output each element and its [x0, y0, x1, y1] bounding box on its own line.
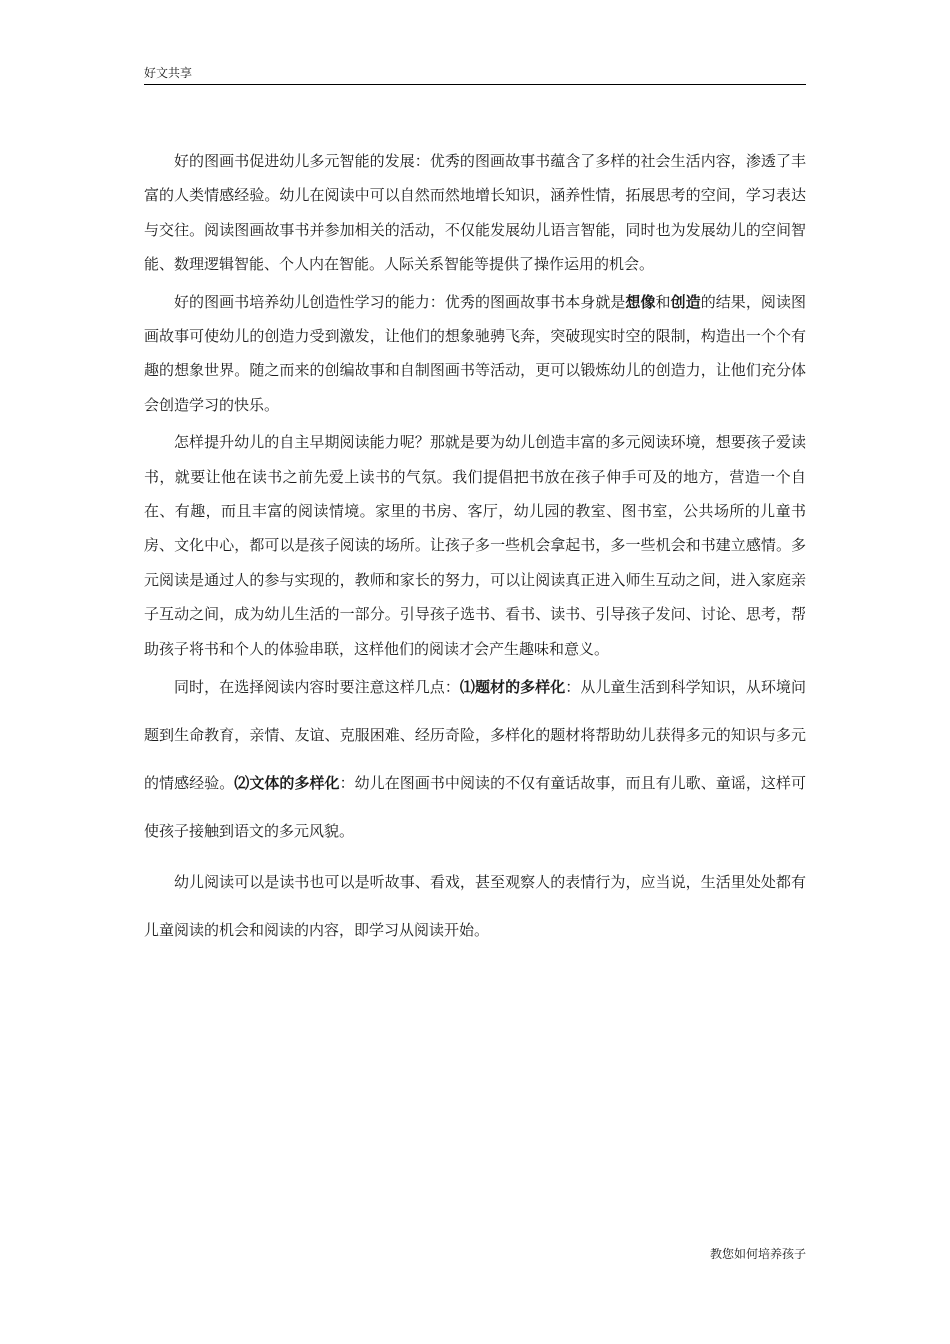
paragraph-text: ：幼儿在图画书中阅读的不仅有童话故事，而且有儿歌、童谣，这样可使孩子接触到语文的多元风貌。 — [144, 774, 806, 841]
paragraph-text: ：从儿童生活到科学知识，从环境问题到生命教育，亲情、友谊、克服困难、经历奇险，多样化的题材将帮助幼儿获得多元的知识与多元的情感经验。 — [144, 678, 806, 793]
paragraph-text: 怎样提升幼儿的自主早期阅读能力呢？那就是要为幼儿创造丰富的多元阅读环境，想要孩子爱读书，就要让他在读书之前先爱上读书的气氛。我们提倡把书放在孩子伸手可及的地方，营造一个自在、有趣，而且丰富的阅读情境。家里的书房、客厅，幼儿园的教室、图书室，公共场所的儿童书房、文化中心，都可以是孩子阅读的场所。让孩子多一些机会拿起书，多一些机会和书建立感情。多元阅读是通过人的参与实现的，教师和家长的努力，可以让阅读真正进入师生互动之间，进入家庭亲子互动之间，成为幼儿生活的一部分。引导孩子选书、看书、读书、引导孩子发问、讨论、思考，帮助孩子将书和个人的体验串联，这样他们的阅读才会产生趣味和意义。 — [144, 433, 806, 658]
paragraph-text: 和 — [655, 292, 671, 311]
paragraph-text: 的结果，阅读图画故事可使幼儿的创造力受到激发，让他们的想象驰骋飞奔，突破现实时空的限制，构造出一个个有趣的想象世界。随之而来的创编故事和自制图画书等活动，更可以锻炼幼儿的创造力，让他们充分体会创造学习的快乐。 — [144, 292, 806, 414]
paragraph-text: 幼儿阅读可以是读书也可以是听故事、看戏，甚至观察人的表情行为，应当说，生活里处处都有儿童阅读的机会和阅读的内容，即学习从阅读开始。 — [144, 873, 806, 940]
bold-term-genre-diversity: ⑵文体的多样化 — [234, 774, 340, 793]
paragraph-content-selection — [144, 663, 806, 855]
header-text: 好文共享 — [144, 66, 193, 80]
bold-term-creation: 创造 — [670, 292, 701, 311]
paragraph-text: 好的图画书促进幼儿多元智能的发展：优秀的图画故事书蕴含了多样的社会生活内容，渗透了丰富的人类情感经验。幼儿在阅读中可以自然而然地增长知识，涵养性情，拓展思考的空间，学习表达与交往。阅读图画故事书并参加相关的活动，不仅能发展幼儿语言智能，同时也为发展幼儿的空间智能、数理逻辑智能、个人内在智能。人际关系智能等提供了操作运用的机会。 — [144, 152, 806, 274]
footer-text: 教您如何培养孩子 — [709, 1247, 806, 1261]
bold-term-imagination: 想像 — [625, 292, 656, 311]
page-header — [144, 66, 806, 85]
paragraph-reading-everywhere — [144, 858, 806, 954]
paragraph-creativity — [144, 285, 806, 423]
page-footer — [710, 1247, 806, 1261]
paragraph-text: 同时，在选择阅读内容时要注意这样几点： — [174, 678, 460, 697]
paragraph-multiple-intelligences — [144, 144, 806, 282]
bold-term-topic-diversity: ⑴题材的多样化 — [459, 678, 566, 697]
paragraph-text: 好的图画书培养幼儿创造性学习的能力：优秀的图画故事书本身就是 — [174, 292, 626, 311]
document-body — [144, 144, 806, 954]
paragraph-reading-environment — [144, 425, 806, 666]
